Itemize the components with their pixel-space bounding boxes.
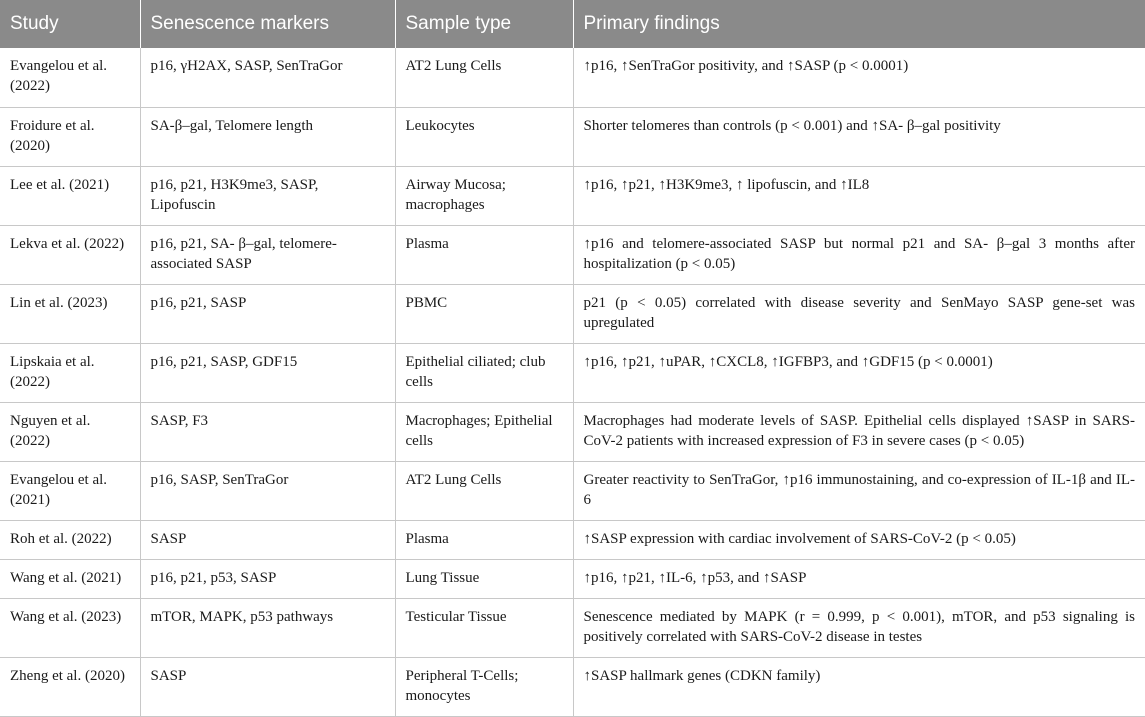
findings-cell: ↑p16 and telomere-associated SASP but normal p21 and SA- β–gal 3 months after hospitalization (p < 0.05)	[573, 225, 1145, 284]
markers-cell: SASP	[140, 657, 395, 716]
findings-cell: ↑p16, ↑p21, ↑IL-6, ↑p53, and ↑SASP	[573, 559, 1145, 598]
table-row	[0, 520, 1145, 559]
table-row	[0, 559, 1145, 598]
study-cell: Roh et al. (2022)	[0, 520, 140, 559]
sample-cell: Plasma	[395, 225, 573, 284]
table-row	[0, 657, 1145, 716]
header-sample-type: Sample type	[395, 0, 573, 48]
study-cell: Lin et al. (2023)	[0, 284, 140, 343]
table-row	[0, 343, 1145, 402]
markers-cell: p16, γH2AX, SASP, SenTraGor	[140, 48, 395, 107]
table-row	[0, 284, 1145, 343]
markers-cell: p16, p21, SA- β–gal, telomere-associated SASP	[140, 225, 395, 284]
markers-cell: SASP	[140, 520, 395, 559]
findings-cell: Senescence mediated by MAPK (r = 0.999, p < 0.001), mTOR, and p53 signaling is positively correlated with SARS-CoV-2 disease in testes	[573, 598, 1145, 657]
header-row	[0, 0, 1145, 48]
sample-cell: Epithelial ciliated; club cells	[395, 343, 573, 402]
table-row	[0, 402, 1145, 461]
markers-cell: SASP, F3	[140, 402, 395, 461]
table-row	[0, 598, 1145, 657]
study-cell: Zheng et al. (2020)	[0, 657, 140, 716]
findings-cell: ↑SASP expression with cardiac involvement of SARS-CoV-2 (p < 0.05)	[573, 520, 1145, 559]
sample-cell: Lung Tissue	[395, 559, 573, 598]
study-cell: Lee et al. (2021)	[0, 166, 140, 225]
study-cell: Nguyen et al. (2022)	[0, 402, 140, 461]
header-study: Study	[0, 0, 140, 48]
table-row	[0, 461, 1145, 520]
findings-cell: p21 (p < 0.05) correlated with disease severity and SenMayo SASP gene-set was upregulated	[573, 284, 1145, 343]
sample-cell: Leukocytes	[395, 107, 573, 166]
sample-cell: AT2 Lung Cells	[395, 48, 573, 107]
table-row	[0, 225, 1145, 284]
table-row	[0, 107, 1145, 166]
header-senescence-markers: Senescence markers	[140, 0, 395, 48]
study-cell: Lekva et al. (2022)	[0, 225, 140, 284]
study-cell: Evangelou et al. (2022)	[0, 48, 140, 107]
sample-cell: PBMC	[395, 284, 573, 343]
sample-cell: Testicular Tissue	[395, 598, 573, 657]
findings-cell: ↑SASP hallmark genes (CDKN family)	[573, 657, 1145, 716]
sample-cell: Plasma	[395, 520, 573, 559]
study-cell: Wang et al. (2021)	[0, 559, 140, 598]
markers-cell: p16, p21, H3K9me3, SASP, Lipofuscin	[140, 166, 395, 225]
findings-cell: ↑p16, ↑SenTraGor positivity, and ↑SASP (p < 0.0001)	[573, 48, 1145, 107]
markers-cell: mTOR, MAPK, p53 pathways	[140, 598, 395, 657]
findings-cell: ↑p16, ↑p21, ↑uPAR, ↑CXCL8, ↑IGFBP3, and ↑GDF15 (p < 0.0001)	[573, 343, 1145, 402]
markers-cell: p16, SASP, SenTraGor	[140, 461, 395, 520]
findings-cell: Shorter telomeres than controls (p < 0.001) and ↑SA- β–gal positivity	[573, 107, 1145, 166]
sample-cell: Macrophages; Epithelial cells	[395, 402, 573, 461]
table-row	[0, 48, 1145, 107]
table-row	[0, 166, 1145, 225]
findings-cell: Macrophages had moderate levels of SASP. Epithelial cells displayed ↑SASP in SARS-CoV-2 patients with increased expression of F3 in severe cases (p < 0.05)	[573, 402, 1145, 461]
header-primary-findings: Primary findings	[573, 0, 1145, 48]
markers-cell: p16, p21, SASP, GDF15	[140, 343, 395, 402]
markers-cell: p16, p21, SASP	[140, 284, 395, 343]
findings-cell: Greater reactivity to SenTraGor, ↑p16 immunostaining, and co-expression of IL-1β and IL-6	[573, 461, 1145, 520]
markers-cell: p16, p21, p53, SASP	[140, 559, 395, 598]
sample-cell: Airway Mucosa; macrophages	[395, 166, 573, 225]
findings-cell: ↑p16, ↑p21, ↑H3K9me3, ↑ lipofuscin, and ↑IL8	[573, 166, 1145, 225]
sample-cell: Peripheral T-Cells; monocytes	[395, 657, 573, 716]
study-cell: Evangelou et al. (2021)	[0, 461, 140, 520]
sample-cell: AT2 Lung Cells	[395, 461, 573, 520]
markers-cell: SA-β–gal, Telomere length	[140, 107, 395, 166]
study-cell: Lipskaia et al. (2022)	[0, 343, 140, 402]
study-cell: Froidure et al. (2020)	[0, 107, 140, 166]
study-cell: Wang et al. (2023)	[0, 598, 140, 657]
